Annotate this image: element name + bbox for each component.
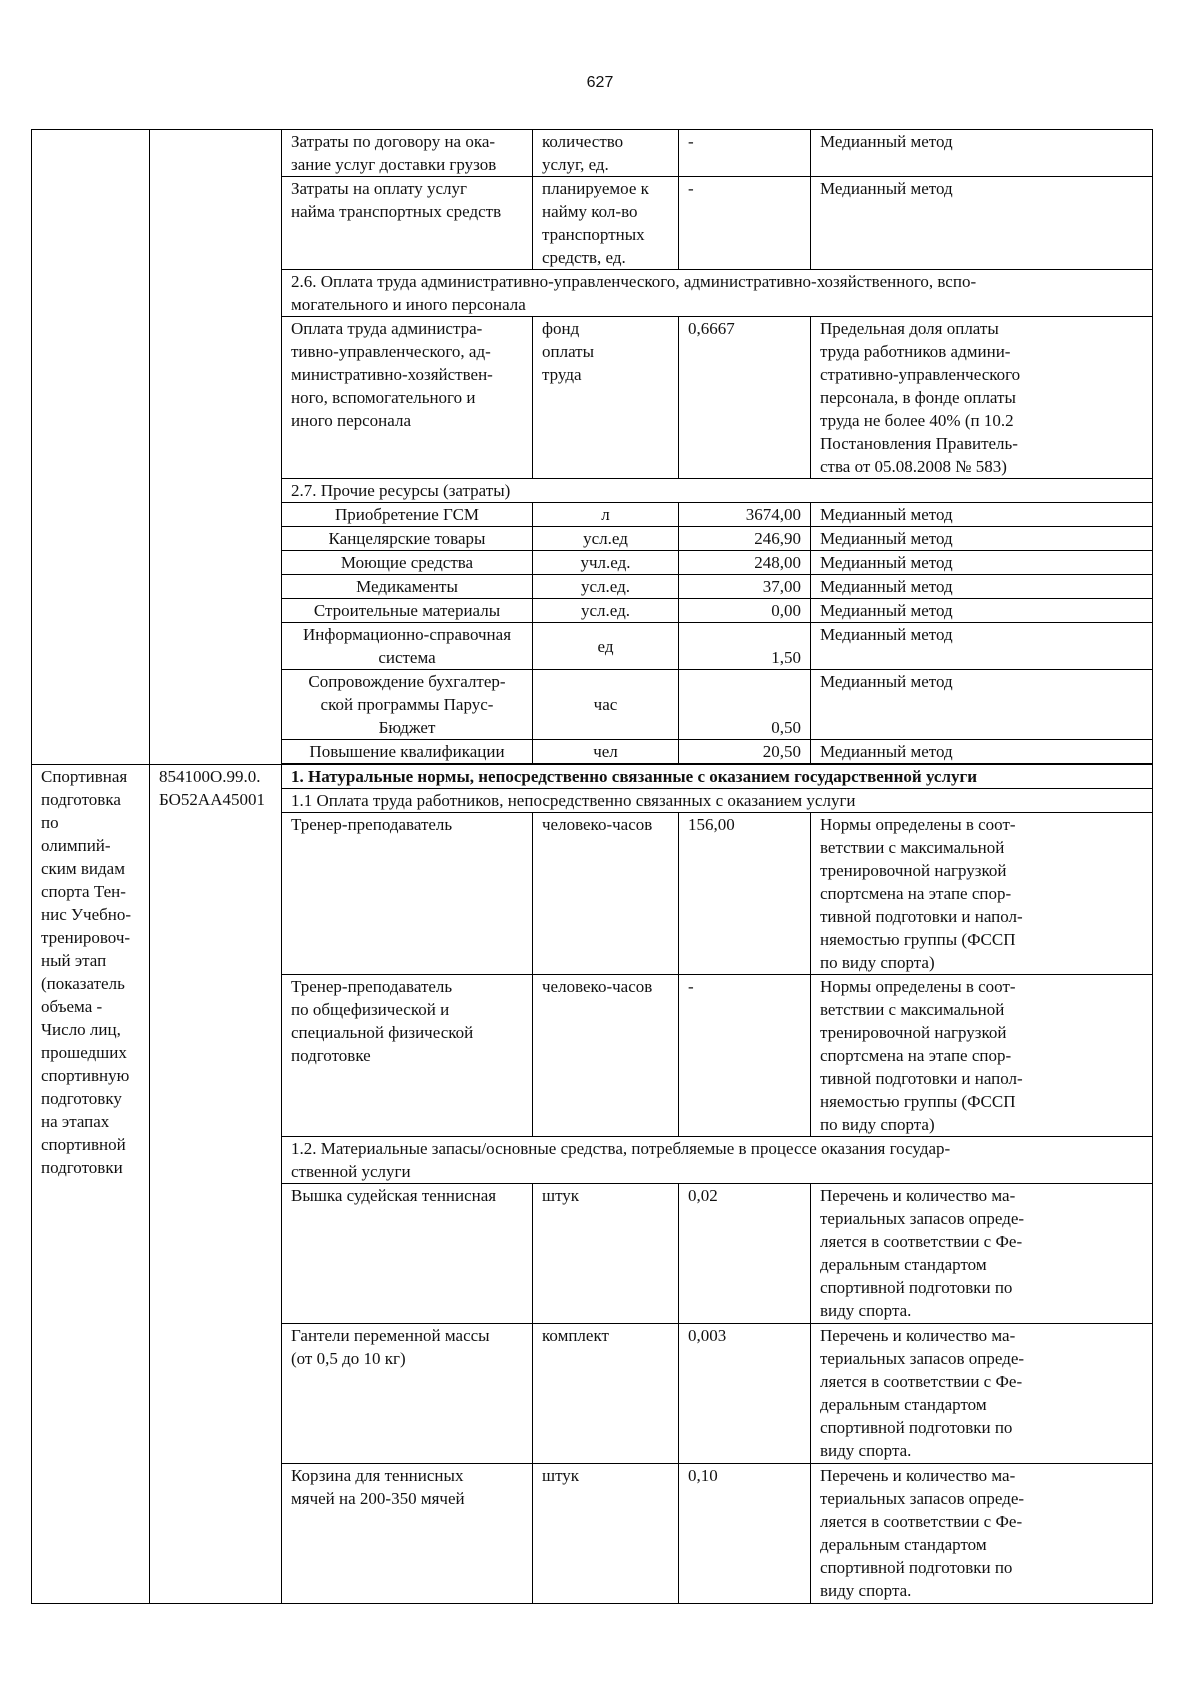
resource-method: Предельная доля оплаты труда работников админи- стративно-управленческого персонала, в фонде оплаты труда не более 40% (п 10.2 Постановления Правитель- ства от 05.08.2008 № 583) bbox=[811, 317, 1153, 479]
resource-value: 1,50 bbox=[679, 623, 811, 670]
resource-name: Тренер-преподаватель bbox=[282, 813, 533, 975]
resource-unit: усл.ед. bbox=[533, 599, 679, 623]
resource-unit: фонд оплаты труда bbox=[533, 317, 679, 479]
resource-name: Повышение квалификации bbox=[282, 740, 533, 764]
service-code-cell-empty bbox=[150, 130, 282, 765]
resource-method: Медианный метод bbox=[811, 527, 1153, 551]
resource-unit: усл.ед. bbox=[533, 575, 679, 599]
resource-value: 3674,00 bbox=[679, 503, 811, 527]
resource-name: Тренер-преподаватель по общефизической и специальной физической подготовке bbox=[282, 975, 533, 1137]
resource-value: 0,00 bbox=[679, 599, 811, 623]
resource-name: Оплата труда администра- тивно-управленческого, ад- министративно-хозяйствен- ного, вспомогательного и иного персонала bbox=[282, 317, 533, 479]
norms-table bbox=[31, 129, 1153, 1604]
resource-value: 37,00 bbox=[679, 575, 811, 599]
resource-name: Вышка судейская теннисная bbox=[282, 1184, 533, 1324]
resource-value: 0,02 bbox=[679, 1184, 811, 1324]
resource-unit: человеко-часов bbox=[533, 975, 679, 1137]
section-heading: 1.2. Материальные запасы/основные средства, потребляемые в процессе оказания государ- ственной услуги bbox=[282, 1137, 1153, 1184]
resource-method: Медианный метод bbox=[811, 177, 1153, 270]
resource-method: Перечень и количество ма- териальных запасов опреде- ляется в соответствии с Фе- деральным стандартом спортивной подготовки по виду спорта. bbox=[811, 1324, 1153, 1464]
resource-unit: комплект bbox=[533, 1324, 679, 1464]
resource-unit: час bbox=[533, 670, 679, 740]
resource-unit: человеко-часов bbox=[533, 813, 679, 975]
resource-unit: количество услуг, ед. bbox=[533, 130, 679, 177]
resource-name: Затраты по договору на ока- зание услуг доставки грузов bbox=[282, 130, 533, 177]
resource-name: Строительные материалы bbox=[282, 599, 533, 623]
table-row bbox=[32, 130, 1153, 177]
resource-method: Медианный метод bbox=[811, 740, 1153, 764]
resource-value: 246,90 bbox=[679, 527, 811, 551]
resource-name: Канцелярские товары bbox=[282, 527, 533, 551]
section-heading: 1.1 Оплата труда работников, непосредственно связанных с оказанием услуги bbox=[282, 789, 1153, 813]
resource-method: Медианный метод bbox=[811, 130, 1153, 177]
service-code: 854100О.99.0. БО52АА45001 bbox=[150, 765, 282, 1604]
resource-method: Медианный метод bbox=[811, 551, 1153, 575]
resource-name: Корзина для теннисных мячей на 200-350 мячей bbox=[282, 1464, 533, 1604]
resource-value: - bbox=[679, 975, 811, 1137]
resource-method: Медианный метод bbox=[811, 623, 1153, 670]
section-heading: 2.6. Оплата труда административно-управленческого, административно-хозяйственного, вспо- могательного и иного персонала bbox=[282, 270, 1153, 317]
resource-name: Моющие средства bbox=[282, 551, 533, 575]
resource-method: Медианный метод bbox=[811, 503, 1153, 527]
resource-unit: усл.ед bbox=[533, 527, 679, 551]
resource-method: Нормы определены в соот- ветствии с максимальной тренировочной нагрузкой спортсмена на этапе спор- тивной подготовки и напол- няемостью группы (ФССП по виду спорта) bbox=[811, 975, 1153, 1137]
service-name-cell-empty bbox=[32, 130, 150, 765]
resource-method: Медианный метод bbox=[811, 670, 1153, 740]
resource-unit: штук bbox=[533, 1184, 679, 1324]
resource-value: 0,50 bbox=[679, 670, 811, 740]
resource-unit: чел bbox=[533, 740, 679, 764]
service-name: Спортивная подготовка по олимпий- ским видам спорта Тен- нис Учебно- тренировоч- ный этап (показатель объема - Число лиц, прошедших спортивную подготовку на этапах спортивной подготовки bbox=[32, 765, 150, 1604]
resource-method: Нормы определены в соот- ветствии с максимальной тренировочной нагрузкой спортсмена на этапе спор- тивной подготовки и напол- няемостью группы (ФССП по виду спорта) bbox=[811, 813, 1153, 975]
resource-value: 0,003 bbox=[679, 1324, 811, 1464]
resource-name: Сопровождение бухгалтер- ской программы Парус- Бюджет bbox=[282, 670, 533, 740]
resource-unit: л bbox=[533, 503, 679, 527]
resource-value: 248,00 bbox=[679, 551, 811, 575]
resource-method: Перечень и количество ма- териальных запасов опреде- ляется в соответствии с Фе- деральным стандартом спортивной подготовки по виду спорта. bbox=[811, 1464, 1153, 1604]
resource-method: Медианный метод bbox=[811, 599, 1153, 623]
resource-value: - bbox=[679, 177, 811, 270]
norms-heading: 1. Натуральные нормы, непосредственно связанные с оказанием государственной услуги bbox=[282, 765, 1153, 789]
resource-name: Приобретение ГСМ bbox=[282, 503, 533, 527]
table-row bbox=[32, 765, 1153, 789]
resource-name: Гантели переменной массы (от 0,5 до 10 кг) bbox=[282, 1324, 533, 1464]
resource-method: Перечень и количество ма- териальных запасов опреде- ляется в соответствии с Фе- деральным стандартом спортивной подготовки по виду спорта. bbox=[811, 1184, 1153, 1324]
resource-method: Медианный метод bbox=[811, 575, 1153, 599]
resource-unit: ед bbox=[533, 623, 679, 670]
resource-unit: учл.ед. bbox=[533, 551, 679, 575]
resource-value: 20,50 bbox=[679, 740, 811, 764]
resource-value: 156,00 bbox=[679, 813, 811, 975]
resource-unit: планируемое к найму кол-во транспортных средств, ед. bbox=[533, 177, 679, 270]
resource-name: Медикаменты bbox=[282, 575, 533, 599]
page-number: 627 bbox=[586, 74, 614, 91]
resource-name: Информационно-справочная система bbox=[282, 623, 533, 670]
section-heading: 2.7. Прочие ресурсы (затраты) bbox=[282, 479, 1153, 503]
resource-value: - bbox=[679, 130, 811, 177]
resource-value: 0,10 bbox=[679, 1464, 811, 1604]
resource-value: 0,6667 bbox=[679, 317, 811, 479]
resource-name: Затраты на оплату услуг найма транспортных средств bbox=[282, 177, 533, 270]
resource-unit: штук bbox=[533, 1464, 679, 1604]
